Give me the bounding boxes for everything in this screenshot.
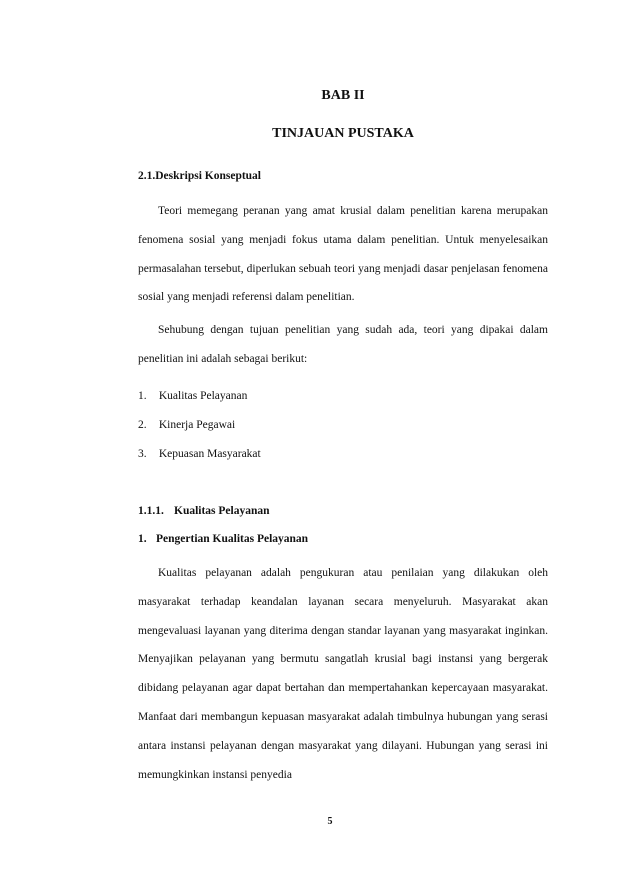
page-number: 5 (327, 816, 333, 827)
list-item-label: Kualitas Pelayanan (158, 390, 248, 402)
section-heading-deskripsi-konseptual: 2.1.Deskripsi Konseptual (138, 170, 262, 182)
list-item-number: 3. (138, 447, 147, 460)
paragraph-teori: Teori memegang peranan yang amat krusial dalam penelitian karena merupakan fenomena sosial yang menjadi fokus utama dalam penelitian. Untuk menyelesaikan permasalahan tersebut, diperlukan sebuah teori yang menjadi dasar penjelasan fenomena sosial yang menjadi referensi dalam penelitian. (138, 205, 548, 304)
chapter-title: TINJAUAN PUSTAKA (272, 126, 414, 141)
list-item (138, 382, 261, 411)
list-item (138, 411, 261, 440)
list-item-number: 1. (138, 390, 147, 402)
subsection-title: Kualitas Pelayanan (174, 505, 270, 517)
list-item (138, 440, 261, 469)
list-item-label: Kepuasan Masyarakat (158, 447, 261, 460)
sub-heading-number: 1. (138, 533, 147, 545)
paragraph-kualitas-pelayanan: Kualitas pelayanan adalah pengukuran atau penilaian yang dilakukan oleh masyarakat terhadap keandalan layanan secara menyeluruh. Masyarakat akan mengevaluasi layanan yang diterima dengan standar layanan yang masyarakat inginkan. Menyajikan pelayanan yang bermutu sangatlah krusial bagi instansi yang bergerak dibidang pelayanan agar dapat bertahan dan mempertahankan kepercayaan masyarakat. Manfaat dari membangun kepuasan masyarakat adalah timbulnya hubungan yang serasi antara instansi pelayanan dengan masyarakat yang dilayani. Hubungan yang serasi ini memungkinkan instansi penyedia (138, 567, 548, 781)
paragraph-sehubung: Sehubung dengan tujuan penelitian yang sudah ada, teori yang dipakai dalam penelitian ini adalah sebagai berikut: (138, 324, 548, 365)
sub-heading-title: Pengertian Kualitas Pelayanan (156, 533, 309, 545)
list-item-label: Kinerja Pegawai (158, 418, 236, 431)
sub-heading-pengertian (138, 533, 308, 545)
subsection-heading-kualitas-pelayanan (138, 505, 270, 517)
chapter-number: BAB II (321, 88, 365, 103)
list-item-number: 2. (138, 418, 147, 431)
theory-list (138, 382, 261, 468)
subsection-number: 1.1.1. (138, 505, 164, 517)
